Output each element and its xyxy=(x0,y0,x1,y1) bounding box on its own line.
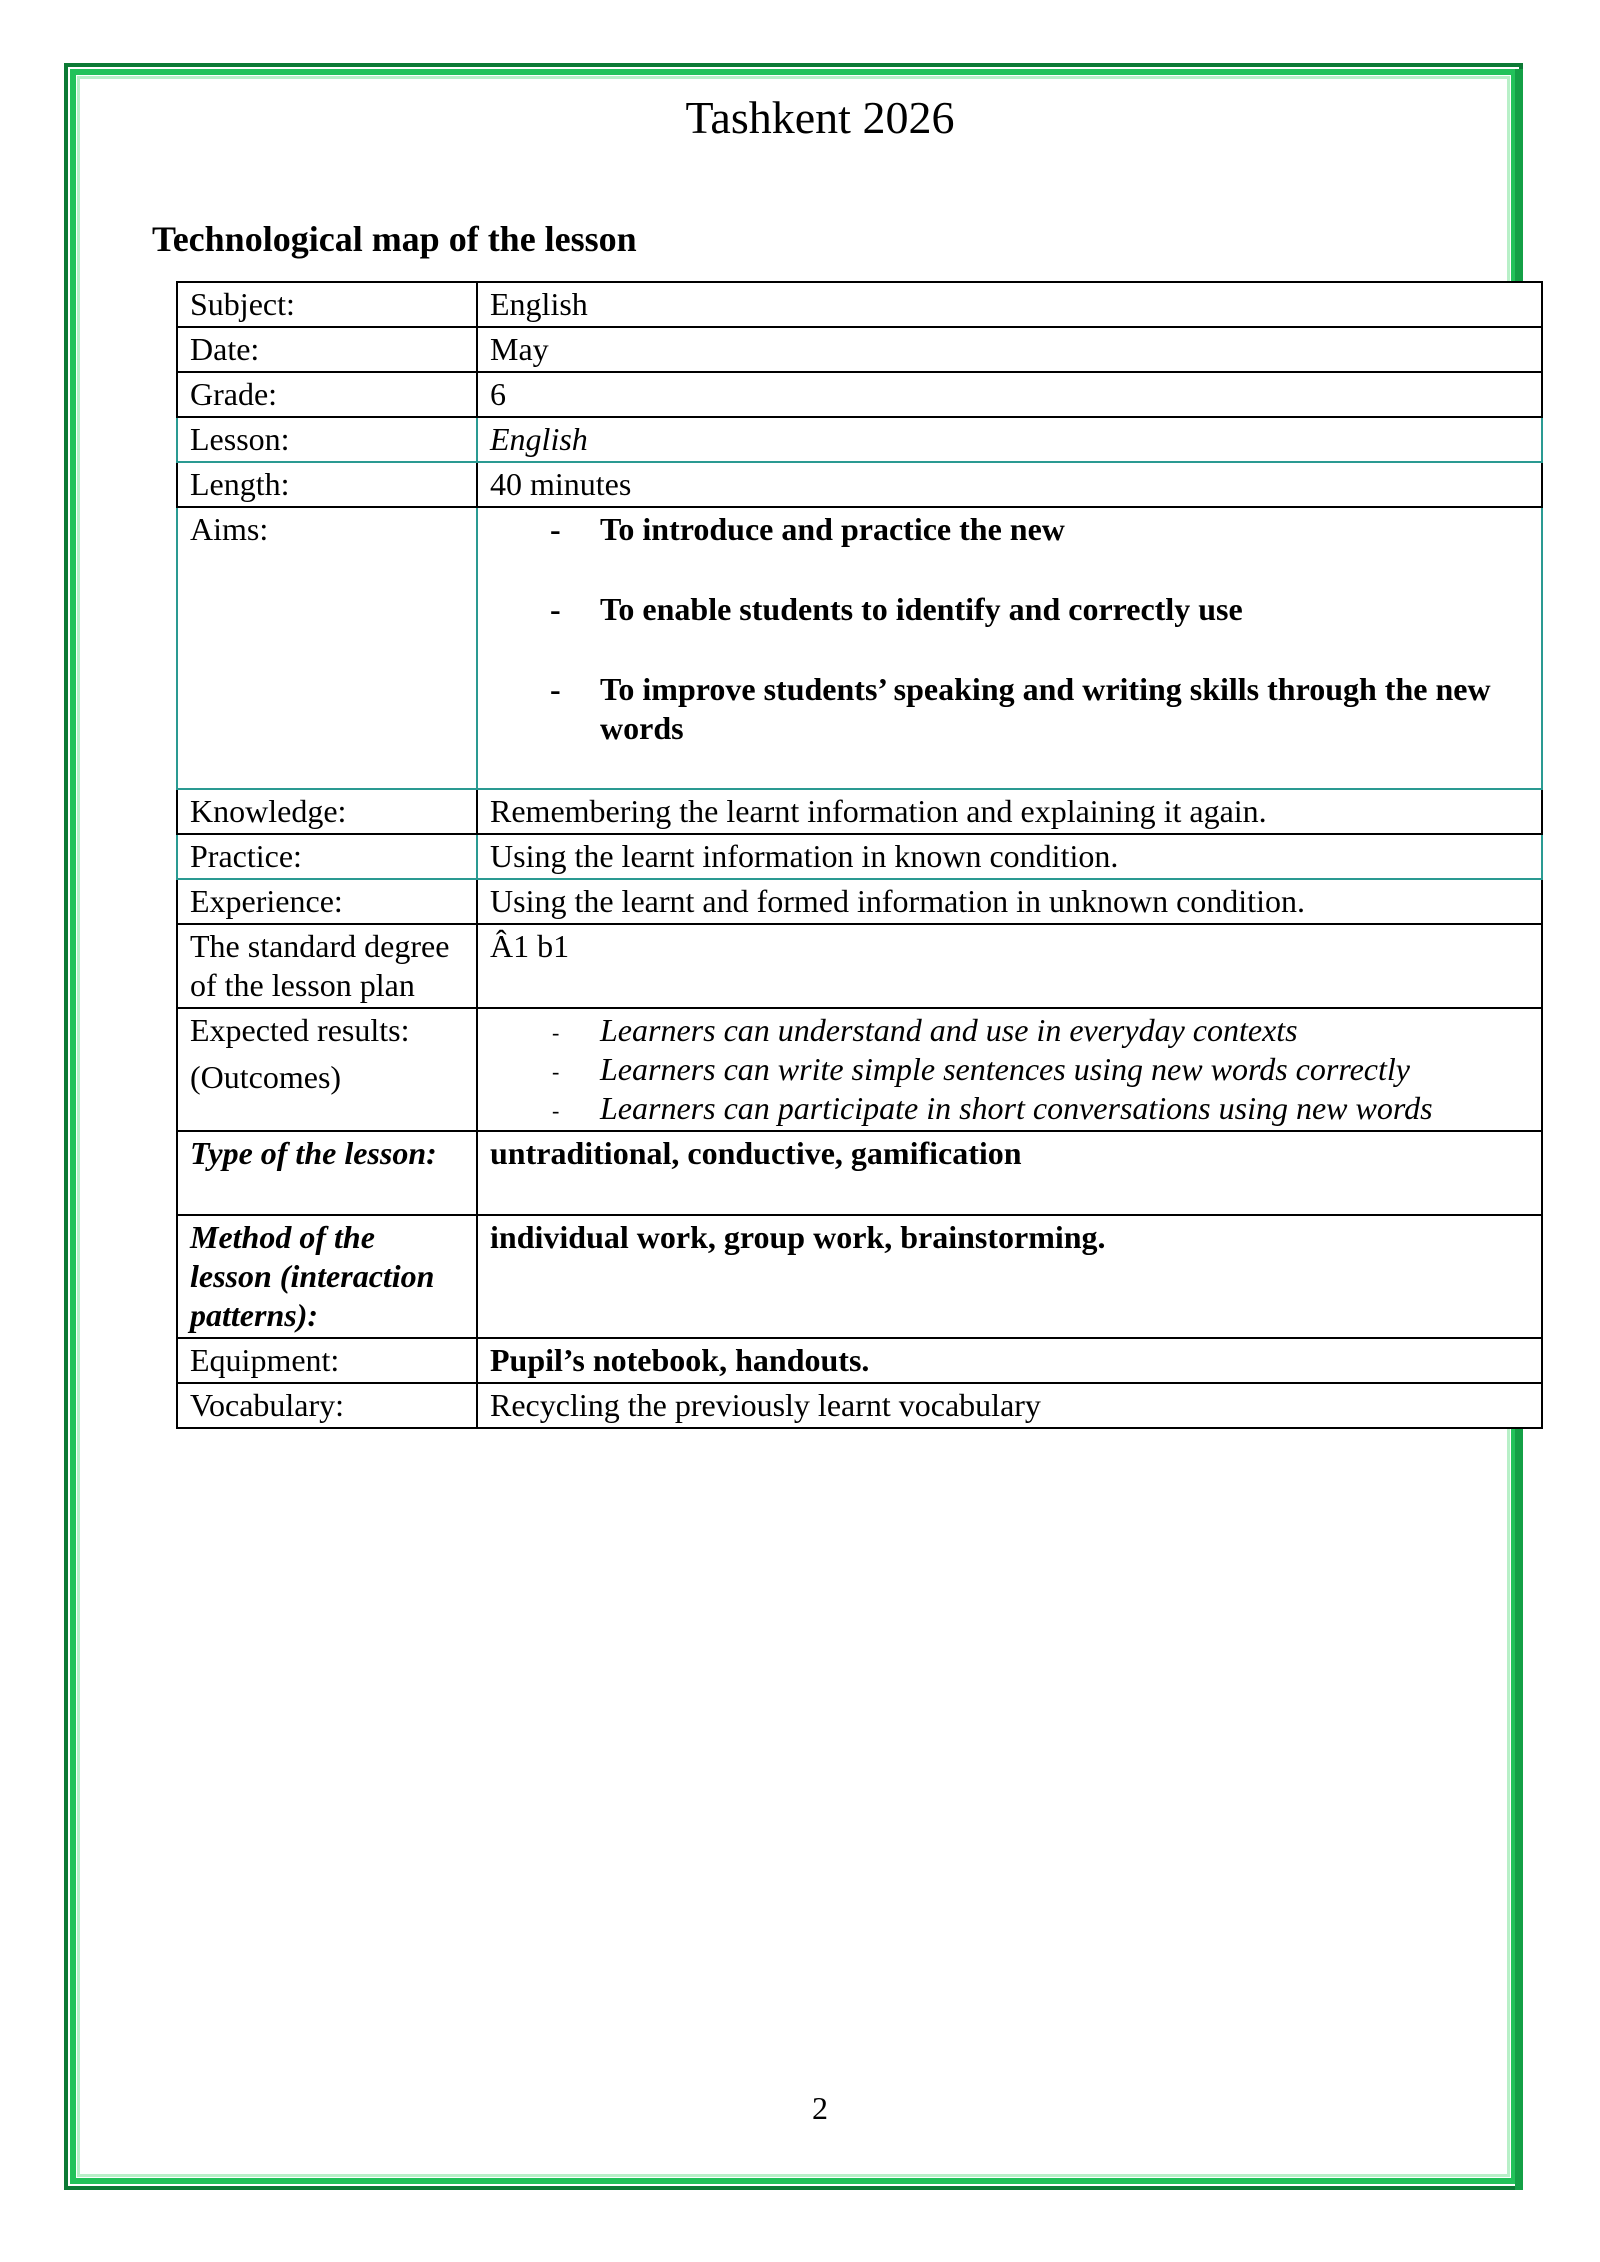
outcome-text: Learners can write simple sentences using new words correctly xyxy=(600,1051,1410,1087)
equipment-value: Pupil’s notebook, handouts. xyxy=(490,1342,870,1378)
row-value: Using the learnt and formed information in unknown condition. xyxy=(477,879,1542,924)
row-label xyxy=(177,1008,477,1131)
table-row-length xyxy=(177,462,1542,507)
table-row-knowledge xyxy=(177,789,1542,834)
list-item xyxy=(490,510,1529,549)
row-value: Â1 b1 xyxy=(477,924,1542,1008)
row-value: English xyxy=(477,282,1542,327)
table-row-experience xyxy=(177,879,1542,924)
list-item xyxy=(490,590,1529,629)
row-label: Knowledge: xyxy=(177,789,477,834)
row-label: Date: xyxy=(177,327,477,372)
table-row-lesson xyxy=(177,417,1542,462)
table-row-grade xyxy=(177,372,1542,417)
row-value: May xyxy=(477,327,1542,372)
outcome-text: Learners can participate in short conversations using new words xyxy=(600,1090,1433,1126)
section-heading: Technological map of the lesson xyxy=(152,219,637,259)
aim-text: To introduce and practice the new xyxy=(600,511,1065,547)
row-label: Grade: xyxy=(177,372,477,417)
row-value: Using the learnt information in known condition. xyxy=(477,834,1542,879)
lesson-value: English xyxy=(490,421,588,457)
bullet-dash: - xyxy=(550,511,561,547)
method-value: individual work, group work, brainstorming. xyxy=(490,1219,1106,1255)
row-value: 40 minutes xyxy=(477,462,1542,507)
row-value: Recycling the previously learnt vocabulary xyxy=(477,1383,1542,1428)
row-value: Remembering the learnt information and explaining it again. xyxy=(477,789,1542,834)
row-label: Experience: xyxy=(177,879,477,924)
outcome-text: Learners can understand and use in everyday contexts xyxy=(600,1012,1298,1048)
table-row-subject xyxy=(177,282,1542,327)
bullet-dash: - xyxy=(550,591,561,627)
lesson-type-value: untraditional, conductive, gamification xyxy=(490,1135,1022,1171)
table-row-standard xyxy=(177,924,1542,1008)
bullet-dash: - xyxy=(552,1059,560,1084)
row-label: Lesson: xyxy=(177,417,477,462)
page-number: 2 xyxy=(812,2090,828,2126)
row-label: Equipment: xyxy=(177,1338,477,1383)
outcomes-label: Expected results: xyxy=(190,1012,410,1048)
page-title: Tashkent 2026 xyxy=(685,92,955,143)
aim-text: To improve students’ speaking and writing skills through the new words xyxy=(600,671,1491,746)
table-row-method xyxy=(177,1215,1542,1338)
bullet-dash: - xyxy=(552,1020,560,1045)
list-item xyxy=(490,1050,1529,1089)
aim-text: To enable students to identify and correctly use xyxy=(600,591,1243,627)
outcomes-sublabel: (Outcomes) xyxy=(190,1059,342,1095)
list-item xyxy=(490,1011,1529,1050)
row-value xyxy=(477,1338,1542,1383)
row-label: Type of the lesson: xyxy=(177,1131,477,1215)
table-row-equipment xyxy=(177,1338,1542,1383)
table-row-aims xyxy=(177,507,1542,789)
outcomes-list xyxy=(490,1011,1529,1128)
row-value xyxy=(477,1008,1542,1131)
row-label: The standard degree of the lesson plan xyxy=(177,924,477,1008)
list-item xyxy=(490,670,1529,748)
table-row-lesson-type xyxy=(177,1131,1542,1215)
row-value xyxy=(477,1131,1542,1215)
row-label: Method of the lesson (interaction patterns): xyxy=(177,1215,477,1338)
row-value: 6 xyxy=(477,372,1542,417)
list-item xyxy=(490,1089,1529,1128)
aims-list xyxy=(490,510,1529,786)
table-row-vocabulary xyxy=(177,1383,1542,1428)
row-label: Vocabulary: xyxy=(177,1383,477,1428)
table-row-date xyxy=(177,327,1542,372)
lesson-map-table xyxy=(176,281,1543,1429)
row-value xyxy=(477,1215,1542,1338)
bullet-dash: - xyxy=(552,1098,560,1123)
row-value xyxy=(477,507,1542,789)
row-label: Aims: xyxy=(177,507,477,789)
row-value xyxy=(477,417,1542,462)
table-row-outcomes xyxy=(177,1008,1542,1131)
row-label: Subject: xyxy=(177,282,477,327)
table-row-practice xyxy=(177,834,1542,879)
row-label: Practice: xyxy=(177,834,477,879)
bullet-dash: - xyxy=(550,671,561,707)
row-label: Length: xyxy=(177,462,477,507)
